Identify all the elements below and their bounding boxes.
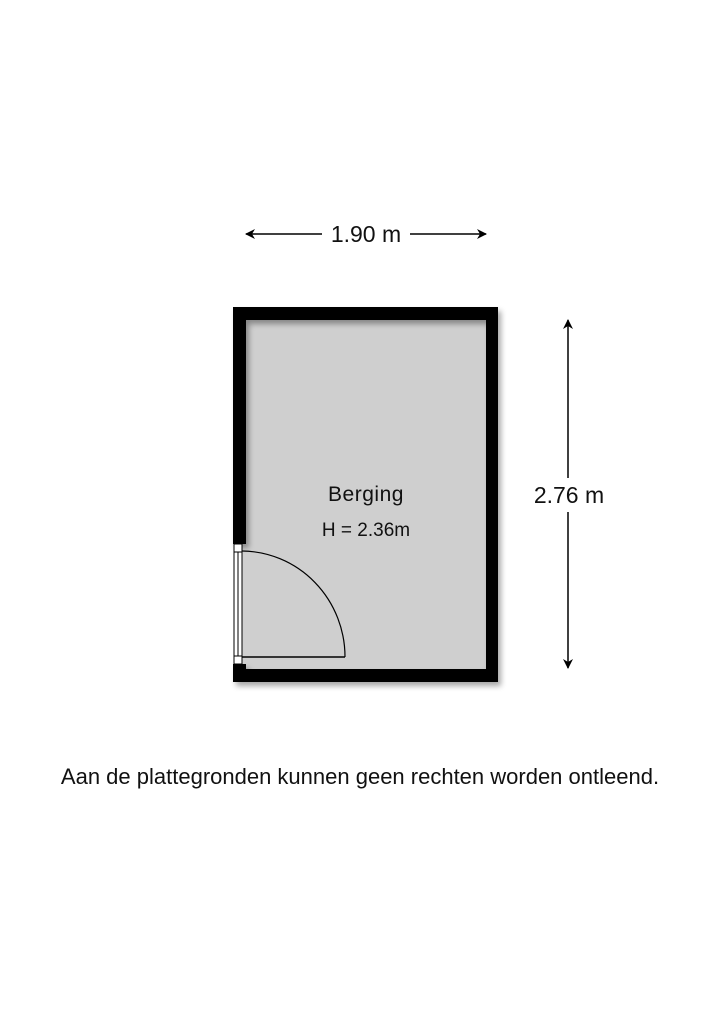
room-berging bbox=[233, 307, 498, 682]
width-dimension bbox=[246, 221, 486, 247]
door-jamb-top bbox=[234, 544, 242, 552]
length-dimension bbox=[534, 320, 604, 668]
door-jamb-bottom bbox=[234, 656, 242, 664]
length-dimension-label: 2.76 m bbox=[533, 482, 605, 508]
room-height: H = 2.36m bbox=[321, 520, 411, 541]
room-name: Berging bbox=[328, 483, 404, 506]
disclaimer-text: Aan de plattegronden kunnen geen rechten worden ontleend. bbox=[60, 764, 660, 789]
width-dimension-label: 1.90 m bbox=[330, 221, 402, 247]
